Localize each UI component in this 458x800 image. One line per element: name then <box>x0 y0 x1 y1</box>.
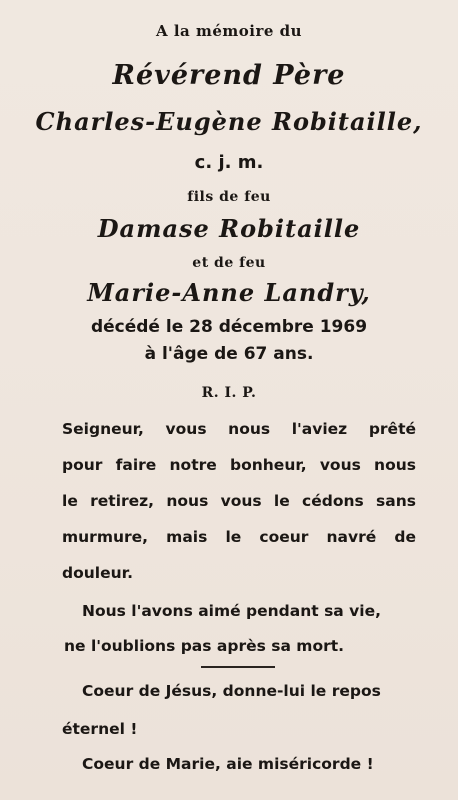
death-date: décédé le 28 décembre 1969 <box>90 317 368 337</box>
title-name: Charles-Eugène Robitaille, <box>35 107 423 136</box>
mother-name: Marie-Anne Landry, <box>87 278 371 307</box>
son-of-label: fils de feu <box>187 189 271 205</box>
age-at-death: à l'âge de 67 ans. <box>144 344 314 364</box>
prayer-line: Coeur de Marie, aie miséricorde ! <box>82 755 374 773</box>
prayer-line: Seigneur, vous nous l'aviez prêté <box>62 420 416 438</box>
prayer-line: le retirez, nous vous le cédons sans <box>62 492 416 510</box>
prayer-line: pour faire notre bonheur, vous nous <box>62 456 416 474</box>
prayer-line: éternel ! <box>62 720 138 738</box>
and-of-label: et de feu <box>192 255 266 271</box>
prayer-line: murmure, mais le coeur navré de <box>62 528 416 546</box>
title-reverend: Révérend Père <box>112 60 346 91</box>
prayer-line: douleur. <box>62 564 133 582</box>
rip-text: R. I. P. <box>201 385 257 401</box>
father-name: Damase Robitaille <box>97 214 361 243</box>
divider-rule <box>201 666 275 668</box>
prayer-line: Nous l'avons aimé pendant sa vie, <box>82 602 381 620</box>
order-initials: c. j. m. <box>194 152 264 173</box>
memory-heading: A la mémoire du <box>155 22 303 40</box>
prayer-line: Coeur de Jésus, donne-lui le repos <box>82 682 381 700</box>
prayer-line: ne l'oublions pas après sa mort. <box>64 637 345 655</box>
